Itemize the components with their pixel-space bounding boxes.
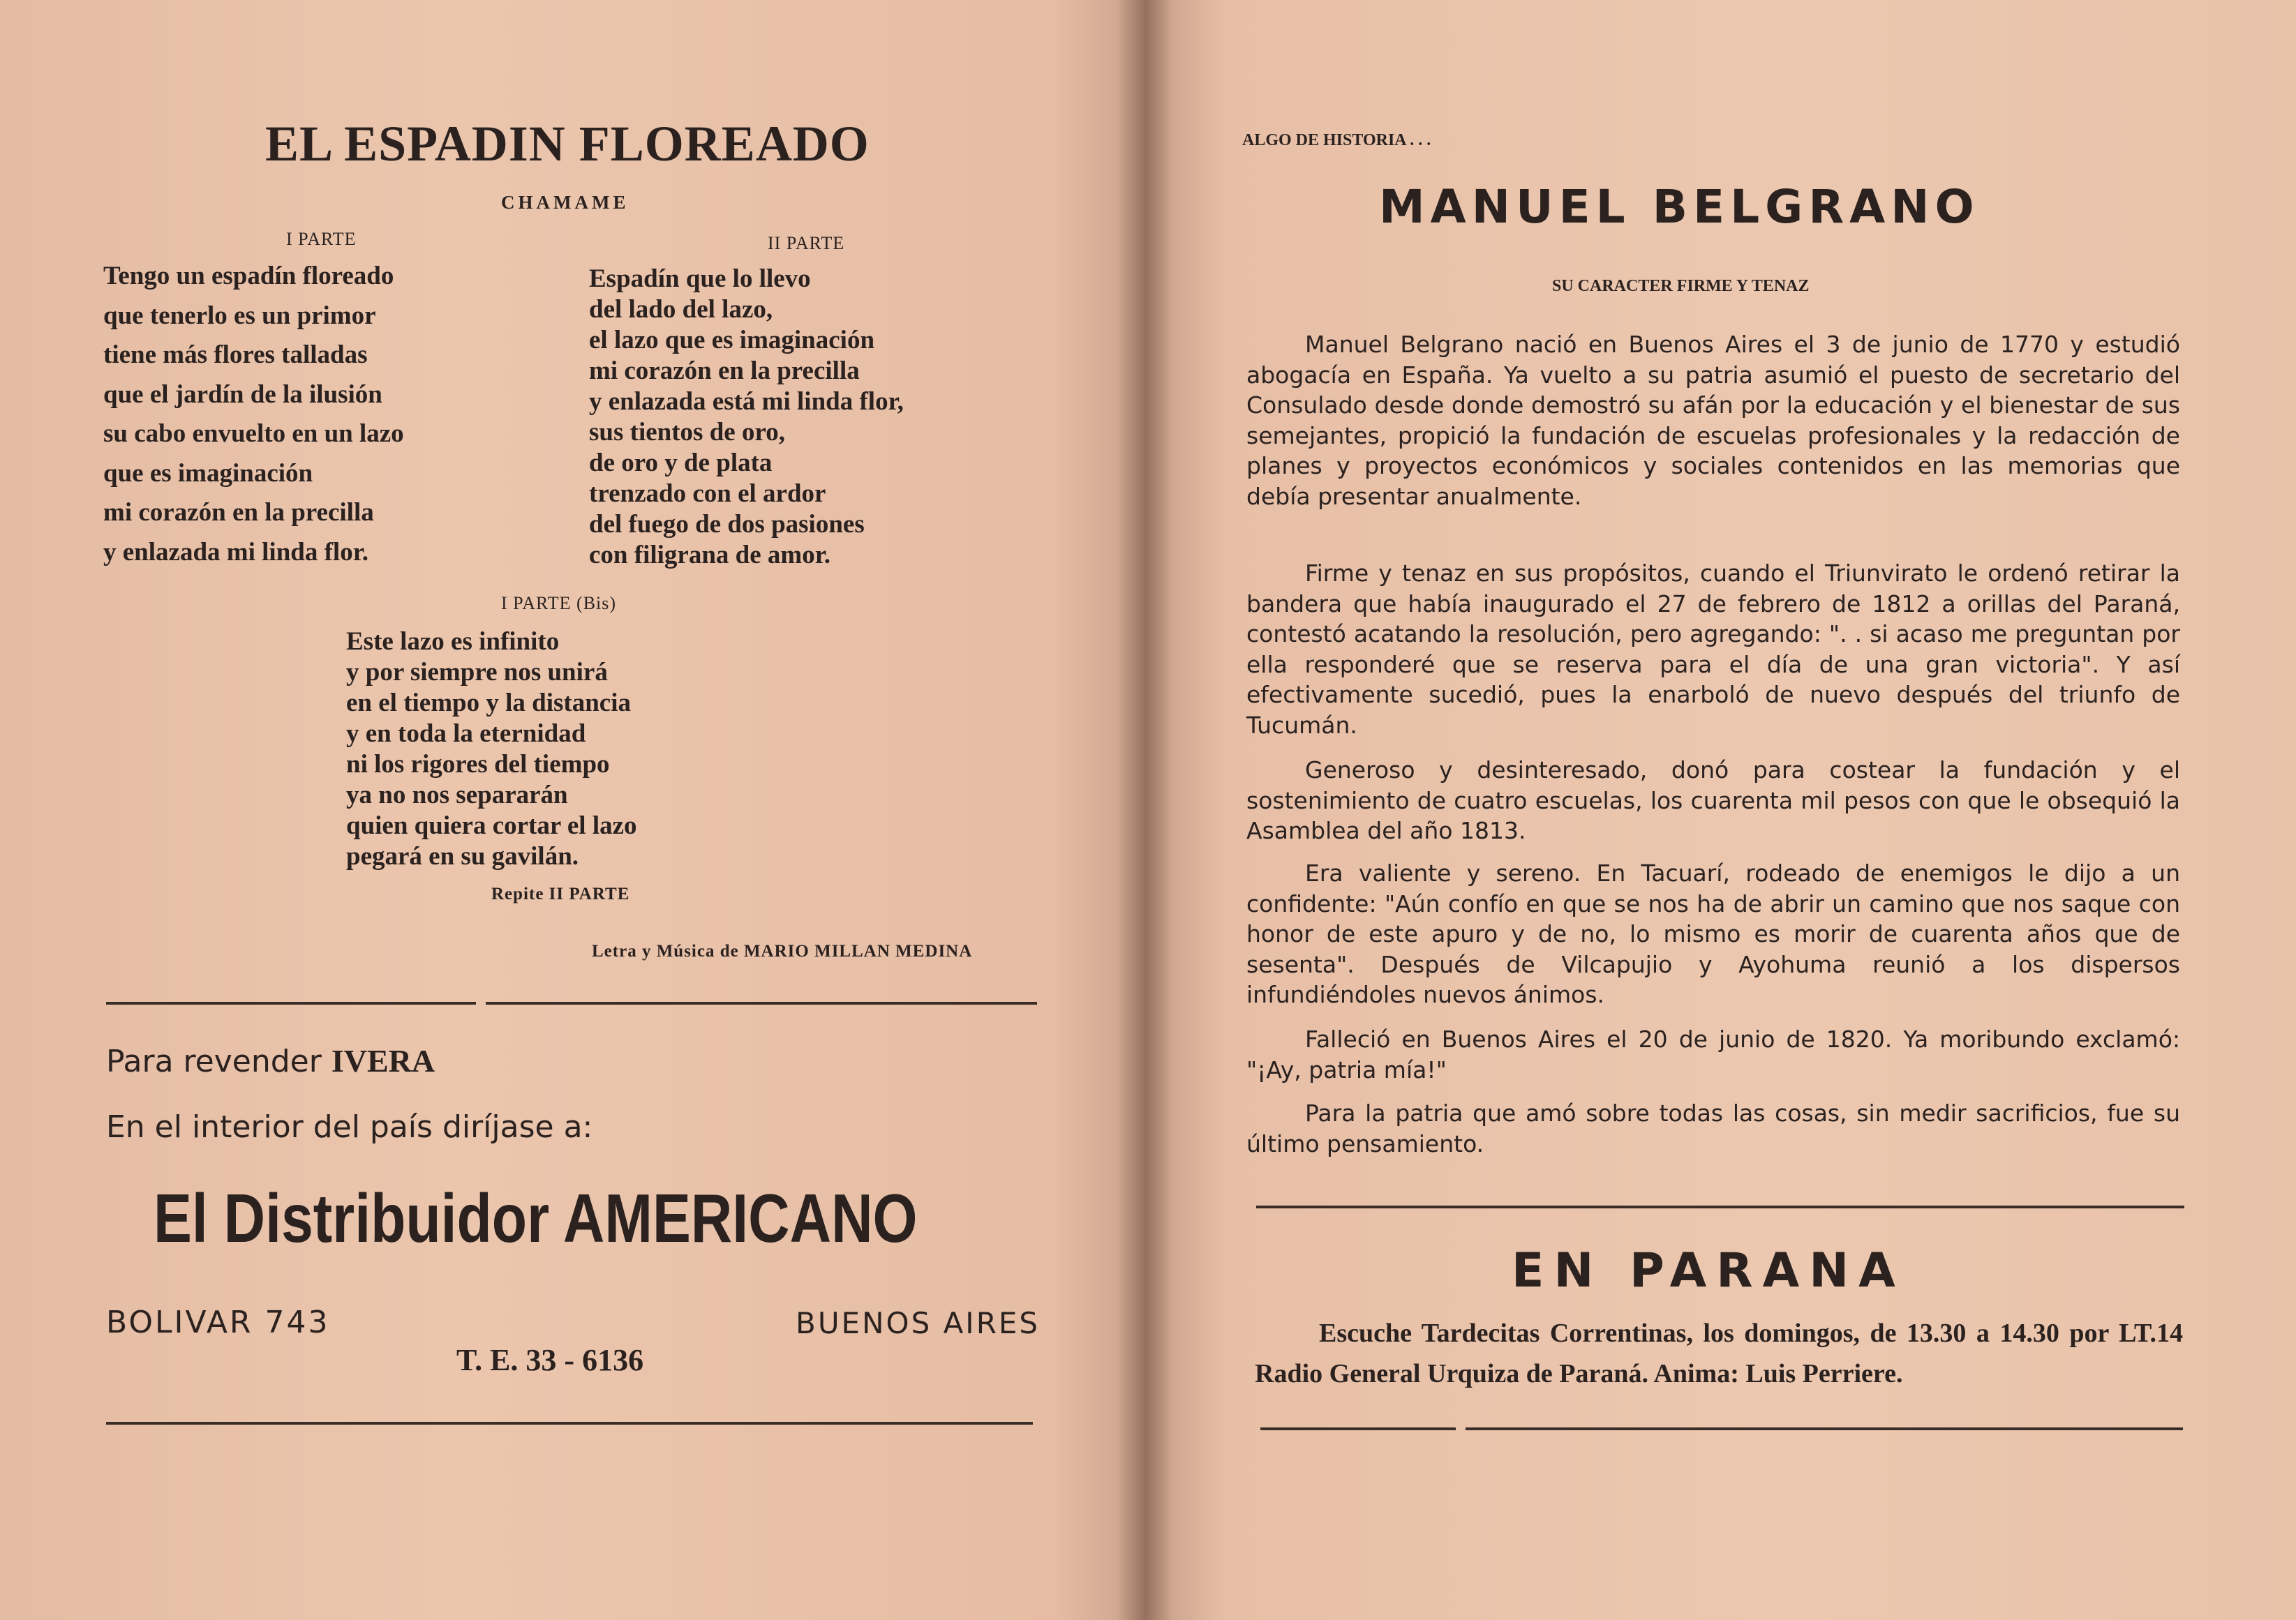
verse-line: sus tientos de oro, xyxy=(589,418,785,447)
part1-label: I PARTE xyxy=(286,229,357,249)
article-subtitle: SU CARACTER FIRME Y TENAZ xyxy=(1552,277,1810,295)
verse-line: que el jardín de la ilusión xyxy=(103,380,382,409)
radio-text: Escuche Tardecitas Correntinas, los domingos, de 13.30 a 14.30 por LT.14 Radio General Urquiza de Paraná. Anima: Luis Perriere. xyxy=(1255,1319,2183,1388)
part1-bis-label: I PARTE (Bis) xyxy=(501,593,617,613)
verse-line: Este lazo es infinito xyxy=(346,627,560,656)
article-paragraph: Para la patria que amó sobre todas las cosas, sin medir sacrificios, fue su último pensamiento. xyxy=(1246,1100,2180,1157)
song-title: EL ESPADIN FLOREADO xyxy=(265,116,870,172)
article-paragraph: Generoso y desinteresado, donó para costear la fundación y el sostenimiento de cuatro escuelas, los cuarenta mil pesos con que le obsequió la Asamblea del año 1813. xyxy=(1246,756,2180,845)
book-gutter xyxy=(1117,0,1172,1620)
part2-label: II PARTE xyxy=(768,233,845,253)
ad-brand: IVERA xyxy=(331,1043,435,1079)
article-paragraph: Falleció en Buenos Aires el 20 de junio de 1820. Ya moribundo exclamó: "¡Ay, patria mía!" xyxy=(1246,1026,2180,1083)
verse-line: Espadín que lo llevo xyxy=(589,264,811,293)
divider xyxy=(1466,1427,2183,1430)
verse-line: mi corazón en la precilla xyxy=(589,357,860,385)
radio-title: EN PARANA xyxy=(1512,1243,1905,1298)
ad-city: BUENOS AIRES xyxy=(796,1306,1041,1340)
part1-verse xyxy=(103,257,404,572)
verse-line: y en toda la eternidad xyxy=(346,719,586,748)
verse-line: su cabo envuelto en un lazo xyxy=(103,419,404,448)
verse-line: de oro y de plata xyxy=(589,449,773,477)
divider xyxy=(106,1002,476,1005)
ad-phone: T. E. 33 - 6136 xyxy=(456,1343,644,1377)
article-paragraph: Firme y tenaz en sus propósitos, cuando el Triunvirato le ordenó retirar la bandera que había inaugurado el 27 de febrero de 1812 a orillas del Paraná, contestó acatando la resolución, pero agregando: ". . si acaso me preguntan por ella responderé que se reserva para el día de una gran victoria". Y así efectivamente sucedió, pues la enarboló de nuevo después del triunfo de Tucumán. xyxy=(1246,560,2180,739)
article-paragraph: Manuel Belgrano nació en Buenos Aires el 3 de junio de 1770 y estudió abogacía en España. Ya vuelto a su patria asumió el puesto de secretario del Consulado desde donde demostró su afán por la educación y el bienestar de sus semejantes, propició la fundación de escuelas profesionales y la redacción de planes y proyectos económicos y sociales contenidos en las memorias que debía presentar anualmente. xyxy=(1246,331,2180,510)
verse-line: el lazo que es imaginación xyxy=(589,326,875,354)
verse-line: mi corazón en la precilla xyxy=(103,498,374,527)
repeat-note: Repite II PARTE xyxy=(491,885,630,903)
verse-line: del lado del lazo, xyxy=(589,295,773,324)
part1-bis-verse xyxy=(346,627,637,872)
verse-line: del fuego de dos pasiones xyxy=(589,510,865,539)
divider xyxy=(1256,1206,2184,1208)
distributor-name: El Distribuidor AMERICANO xyxy=(154,1180,918,1257)
divider xyxy=(106,1422,1033,1425)
verse-line: y enlazada mi linda flor. xyxy=(103,537,368,567)
verse-line: con filigrana de amor. xyxy=(589,541,831,569)
part2-verse xyxy=(589,264,904,571)
section-kicker: ALGO DE HISTORIA . . . xyxy=(1242,131,1431,149)
divider xyxy=(486,1002,1037,1005)
divider xyxy=(1260,1427,1456,1430)
verse-line: Tengo un espadín floreado xyxy=(103,262,394,290)
verse-line: que tenerlo es un primor xyxy=(103,301,376,330)
article-paragraph: Era valiente y sereno. En Tacuarí, rodeado de enemigos le dijo a un confidente: "Aún confío en que se nos ha de abrir un camino que nos saque con honor de este apuro y de no, lo mismo es morir de cuarenta años que de sesenta". Después de Vilcapujio y Ayohuma reunió a los dispersos infundiéndoles nuevos ánimos. xyxy=(1246,860,2180,1009)
article-title: MANUEL BELGRANO xyxy=(1379,180,1980,234)
ad-resell-line xyxy=(106,1042,435,1079)
verse-line: trenzado con el ardor xyxy=(589,479,826,508)
verse-line: y enlazada está mi linda flor, xyxy=(589,387,904,416)
ad-interior-line: En el interior del país diríjase a: xyxy=(106,1109,593,1145)
verse-line: ni los rigores del tiempo xyxy=(346,750,610,779)
verse-line: pegará en su gavilán. xyxy=(346,842,579,871)
verse-line: tiene más flores talladas xyxy=(103,340,368,369)
verse-line: y por siempre nos unirá xyxy=(346,658,608,687)
verse-line: en el tiempo y la distancia xyxy=(346,689,632,717)
song-credits: Letra y Música de MARIO MILLAN MEDINA xyxy=(592,942,973,961)
verse-line: que es imaginación xyxy=(103,458,313,488)
verse-line: quien quiera cortar el lazo xyxy=(346,811,637,840)
ad-address: BOLIVAR 743 xyxy=(106,1305,330,1340)
verse-line: ya no nos separarán xyxy=(346,781,568,809)
ad-resell-prefix: Para revender xyxy=(106,1044,322,1079)
song-subtitle: CHAMAME xyxy=(501,192,629,213)
